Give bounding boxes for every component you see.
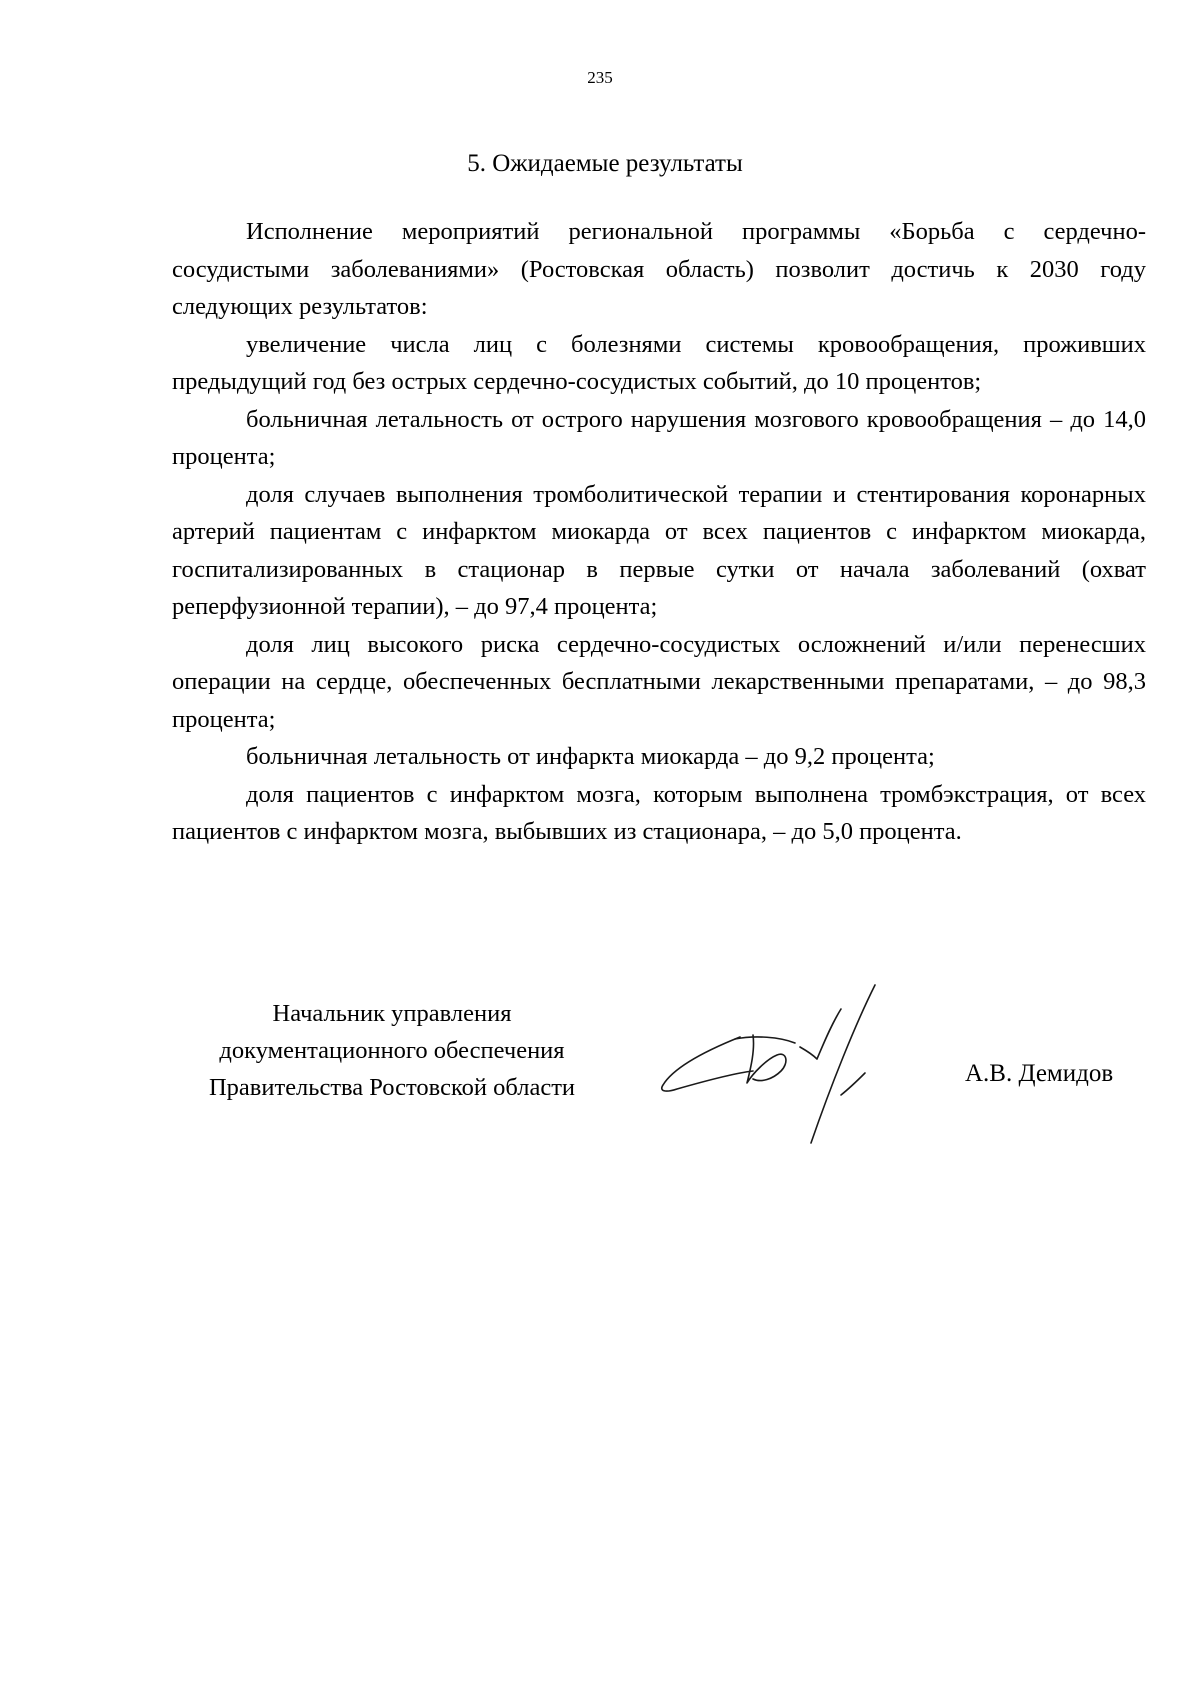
signer-title-line: Правительства Ростовской области	[208, 1074, 576, 1101]
paragraph-item: больничная летальность от инфаркта миокарда – до 9,2 процента;	[246, 743, 935, 770]
paragraph-intro: Исполнение мероприятий региональной программы «Борьба с сердечно-сосудистыми заболеваниями» (Ростовская область) позволит достичь к 2030 году следующих результатов:	[172, 218, 1146, 320]
body-text	[172, 213, 1146, 851]
signer-name: А.В. Демидов	[965, 1060, 1114, 1087]
paragraph-item: доля случаев выполнения тромболитической терапии и стентирования коронарных артерий пациентам с инфарктом миокарда от всех пациентов с инфарктом миокарда, госпитализированных в стационар в первые сутки от начала заболеваний (охват реперфузионной терапии), – до 97,4 процента;	[172, 480, 1146, 620]
handwritten-signature	[655, 975, 925, 1145]
signer-title	[172, 995, 612, 1106]
section-title: 5. Ожидаемые результаты	[467, 150, 743, 177]
signer-title-line: Начальник управления	[272, 1000, 512, 1027]
page-number: 235	[587, 68, 613, 87]
paragraph-item: доля лиц высокого риска сердечно-сосудистых осложнений и/или перенесших операции на сердце, обеспеченных бесплатными лекарственными препаратами, – до 98,3 процента;	[172, 630, 1146, 733]
paragraph-item: больничная летальность от острого нарушения мозгового кровообращения – до 14,0 процента;	[172, 405, 1146, 470]
paragraph-item: увеличение числа лиц с болезнями системы кровообращения, проживших предыдущий год без острых сердечно-сосудистых событий, до 10 процентов;	[172, 330, 1146, 395]
signer-title-line: документационного обеспечения	[219, 1037, 565, 1064]
paragraph-item: доля пациентов с инфарктом мозга, которым выполнена тромбэкстрация, от всех пациентов с инфарктом мозга, выбывших из стационара, – до 5,0 процента.	[172, 780, 1146, 845]
